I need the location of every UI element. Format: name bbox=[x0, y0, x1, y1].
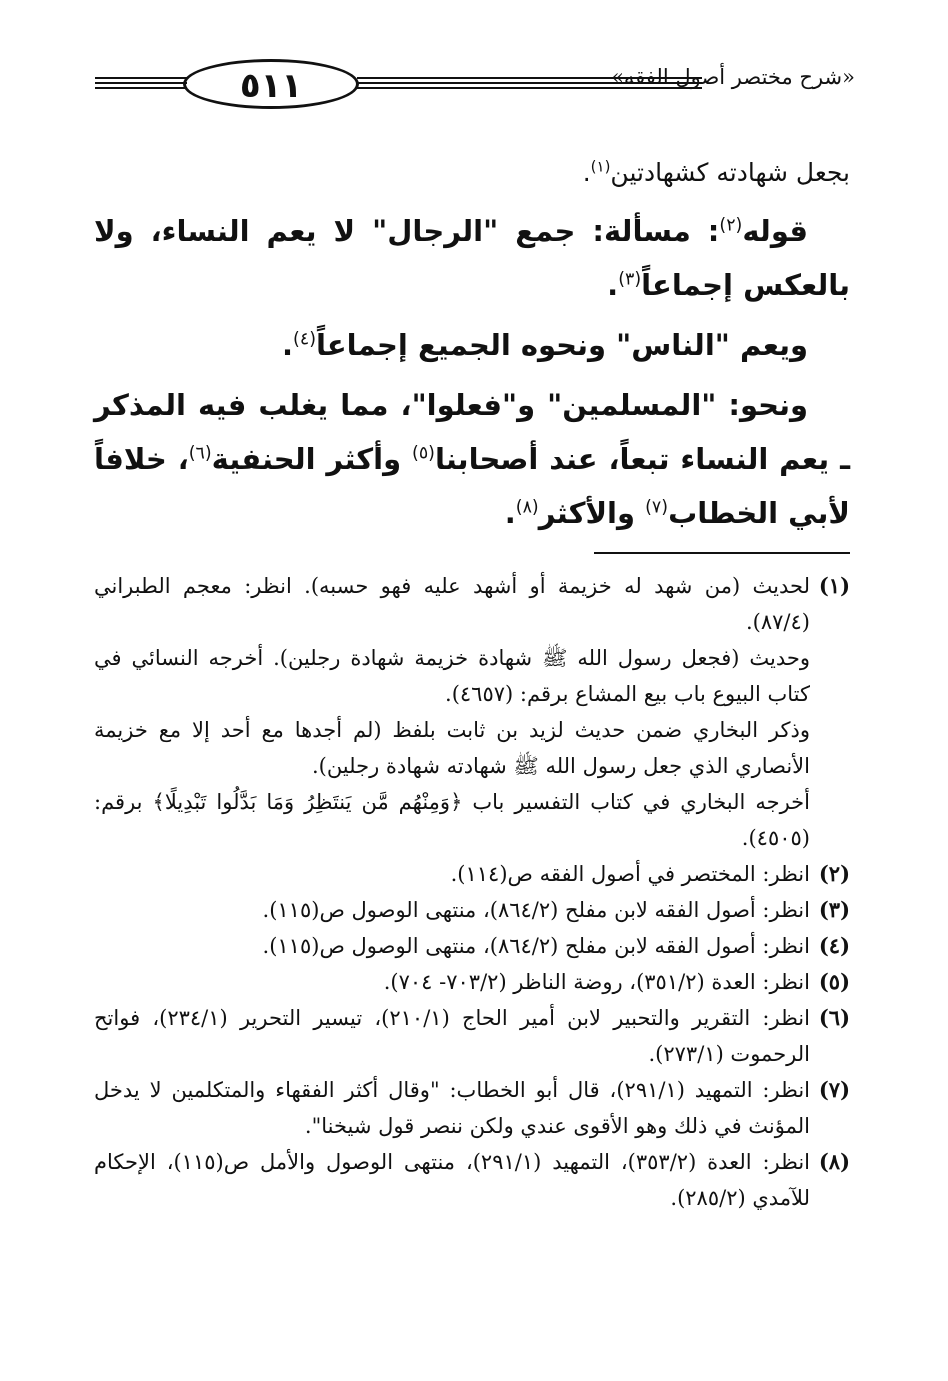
paragraph-4-end: . bbox=[504, 496, 516, 530]
footnote-5-number: (٥) bbox=[818, 969, 850, 994]
footnote-4-text: انظر: أصول الفقه لابن مفلح (٨٦٤/٢)، منتهى الوصول ص(١١٥). bbox=[262, 934, 810, 958]
footnote-6 bbox=[94, 1000, 850, 1072]
footnote-1-line-c: وذكر البخاري ضمن حديث لزيد بن ثابت بلفظ (لم أجدها مع أحد إلا مع خزيمة الأنصاري الذي جعل رسول الله ﷺ شهادته شهادة رجلين). bbox=[94, 718, 810, 778]
paragraph-4-text-a: ونحو: "المسلمين" و"فعلوا"، مما يغلب فيه المذكر ـ يعم النساء تبعاً، عند أصحابنا bbox=[94, 388, 850, 476]
footnote-1-line-a: لحديث (من شهد له خزيمة أو أشهد عليه فهو حسبه). انظر: معجم الطبراني (٨٧/٤). bbox=[94, 574, 810, 634]
paragraph-2-text-a: قوله bbox=[742, 214, 808, 248]
footnote-5 bbox=[94, 964, 850, 1000]
paragraph-1-text: بجعل شهادته كشهادتين bbox=[610, 158, 850, 187]
footnote-6-text: انظر: التقرير والتحبير لابن أمير الحاج (٢١٠/١)، تيسير التحرير (٢٣٤/١)، فواتح الرحموت (٢٧٣/١). bbox=[94, 1006, 810, 1066]
paragraph-1 bbox=[94, 150, 850, 196]
page-number: ٥١١ bbox=[183, 59, 359, 109]
paragraph-4-text-c: ، خلافاً لأبي الخطاب bbox=[94, 442, 850, 530]
paragraph-4-text-d: والأكثر bbox=[538, 496, 646, 530]
paragraph-3-text: ويعم "الناس" ونحوه الجميع إجماعاً bbox=[315, 328, 808, 362]
footnote-ref-1: (١) bbox=[590, 157, 611, 176]
footnote-ref-4: (٤) bbox=[293, 329, 316, 350]
paragraph-2-text-b: : مسألة: جمع "الرجال" لا يعم النساء، ولا بالعكس إجماعاً bbox=[94, 214, 850, 302]
footnote-8-text: انظر: العدة (٣٥٣/٢)، التمهيد (٢٩١/١)، منتهى الوصول والأمل ص(١١٥)، الإحكام للآمدي (٢٨٥/٢). bbox=[94, 1150, 811, 1210]
footnote-1 bbox=[94, 568, 850, 856]
paragraph-3 bbox=[94, 318, 850, 372]
main-text bbox=[94, 150, 850, 546]
running-title: «شرح مختصر أصول الفقه» bbox=[611, 65, 855, 89]
footnote-3 bbox=[94, 892, 850, 928]
footnote-ref-7: (٧) bbox=[645, 497, 669, 518]
paragraph-1-end: . bbox=[582, 158, 591, 187]
paragraph-3-end: . bbox=[282, 328, 294, 362]
footnote-7-text: انظر: التمهيد (٢٩١/١)، قال أبو الخطاب: "وقال أكثر الفقهاء والمتكلمين لا يدخل المؤنث في ذلك وهو الأقوى عندي ولكن ننصر قول شيخنا". bbox=[94, 1078, 810, 1138]
footnote-6-number: (٦) bbox=[818, 1005, 850, 1030]
header-rule-left bbox=[95, 77, 187, 93]
footnote-separator bbox=[594, 552, 850, 554]
footnote-8-number: (٨) bbox=[818, 1149, 850, 1174]
paragraph-2 bbox=[94, 204, 850, 312]
footnote-2 bbox=[94, 856, 850, 892]
footnote-3-number: (٣) bbox=[818, 897, 850, 922]
paragraph-2-end: . bbox=[607, 268, 619, 302]
footnote-8 bbox=[94, 1144, 850, 1216]
footnote-ref-2: (٢) bbox=[719, 215, 743, 236]
footnotes bbox=[94, 568, 850, 1216]
footnote-1-line-d: أخرجه البخاري في كتاب التفسير باب ﴿وَمِنْهُم مَّن يَنتَظِرُ وَمَا بَدَّلُوا تَبْدِيلًا﴾ برقم: (٤٥٠٥). bbox=[94, 790, 810, 850]
footnote-ref-3: (٣) bbox=[618, 269, 642, 290]
footnote-4-number: (٤) bbox=[818, 933, 850, 958]
footnote-1-line-b: وحديث (فجعل رسول الله ﷺ شهادة خزيمة شهادة رجلين). أخرجه النسائي في كتاب البيوع باب بيع المشاع برقم: (٤٦٥٧). bbox=[94, 646, 810, 706]
footnote-ref-6: (٦) bbox=[188, 443, 212, 464]
footnote-1-number: (١) bbox=[818, 573, 850, 598]
footnote-2-number: (٢) bbox=[818, 861, 850, 886]
page-header bbox=[95, 55, 855, 115]
paragraph-4-text-b: وأكثر الحنفية bbox=[211, 442, 413, 476]
footnote-5-text: انظر: العدة (٣٥١/٢)، روضة الناظر (٧٠٣/٢- ٧٠٤). bbox=[383, 970, 810, 994]
footnote-4 bbox=[94, 928, 850, 964]
footnote-ref-5: (٥) bbox=[412, 443, 435, 464]
paragraph-4 bbox=[94, 378, 850, 540]
footnote-7-number: (٧) bbox=[818, 1077, 850, 1102]
footnote-3-text: انظر: أصول الفقه لابن مفلح (٨٦٤/٢)، منتهى الوصول ص(١١٥). bbox=[262, 898, 810, 922]
footnote-2-text: انظر: المختصر في أصول الفقه ص(١١٤). bbox=[450, 862, 810, 886]
footnote-7 bbox=[94, 1072, 850, 1144]
footnote-ref-8: (٨) bbox=[515, 497, 539, 518]
